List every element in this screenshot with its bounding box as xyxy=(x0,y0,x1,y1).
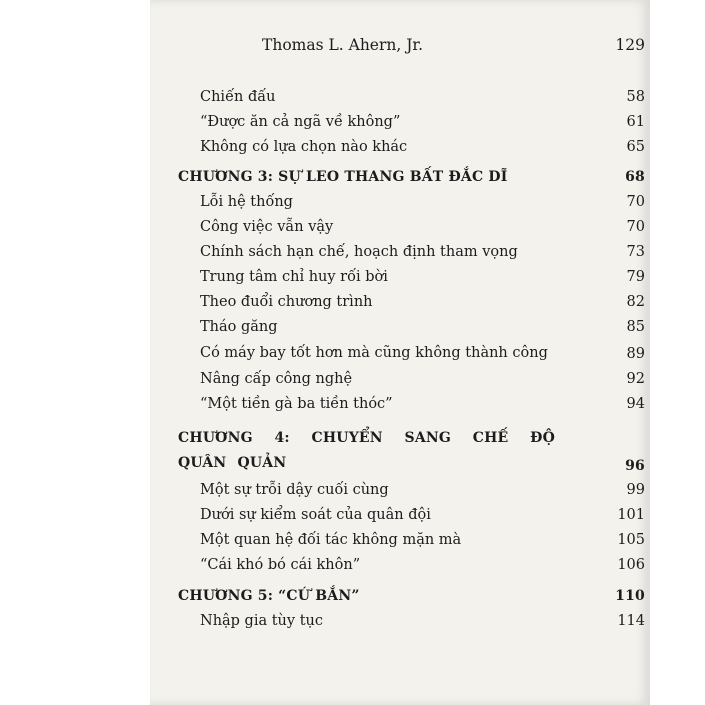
toc-entry xyxy=(200,88,645,107)
toc-entry-title: “Được ăn cả ngã về không” xyxy=(200,114,401,130)
toc-entry-title: CHƯƠNG 5: “CỨ BẮN” xyxy=(178,588,360,604)
toc-entry xyxy=(200,481,645,500)
toc-entry-page: 65 xyxy=(626,139,645,155)
toc-chapter-entry xyxy=(178,426,645,476)
toc-entry xyxy=(200,218,645,237)
toc-entry-title: Một sự trỗi dậy cuối cùng xyxy=(200,482,389,498)
toc-entry-page: 110 xyxy=(615,588,645,604)
toc-chapter-entry xyxy=(178,168,645,187)
toc-entry-page: 68 xyxy=(625,169,645,185)
toc-entry-title: Dưới sự kiểm soát của quân đội xyxy=(200,507,431,523)
toc-entry-page: 85 xyxy=(626,319,645,335)
toc-entry-title: Trung tâm chỉ huy rối bời xyxy=(200,269,388,285)
toc-entry-page: 61 xyxy=(626,114,645,130)
toc-entry-title: CHƯƠNG 3: SỰ LEO THANG BẤT ĐẮC DĨ xyxy=(178,169,508,185)
toc-entry-page: 82 xyxy=(626,294,645,310)
toc-entry xyxy=(200,113,645,132)
toc-entry-page: 94 xyxy=(626,396,645,412)
toc-entry-title: Có máy bay tốt hơn mà cũng không thành công xyxy=(200,345,548,361)
toc-entry xyxy=(200,243,645,262)
toc-entry xyxy=(200,531,645,550)
header-page-number: 129 xyxy=(615,36,645,54)
toc-entry-title: “Một tiền gà ba tiền thóc” xyxy=(200,396,393,412)
toc-entry-page: 105 xyxy=(617,532,645,548)
toc-entry-page: 89 xyxy=(626,346,645,362)
toc-entry-title: Chiến đấu xyxy=(200,89,276,105)
toc-entry-title: Tháo găng xyxy=(200,319,278,335)
toc-entry xyxy=(200,193,645,212)
toc-entry-page: 114 xyxy=(617,613,645,629)
toc-entry-page: 96 xyxy=(625,458,645,474)
toc-entry-title: Lỗi hệ thống xyxy=(200,194,293,210)
toc-entry-title: Nhập gia tùy tục xyxy=(200,613,323,629)
toc-entry-page: 73 xyxy=(626,244,645,260)
toc-entry-page: 70 xyxy=(626,219,645,235)
toc-entry-title: CHƯƠNG 4: CHUYỂN SANG CHẾ ĐỘ QUÂN QUẢN xyxy=(178,430,555,471)
toc-entry xyxy=(200,138,645,157)
toc-entry-page: 79 xyxy=(626,269,645,285)
toc-chapter-entry xyxy=(178,587,645,606)
toc-entry-title: “Cái khó bó cái khôn” xyxy=(200,557,361,573)
toc-entry-page: 101 xyxy=(617,507,645,523)
running-header xyxy=(262,36,645,60)
toc-entry-page: 70 xyxy=(626,194,645,210)
toc-entry-page: 106 xyxy=(617,557,645,573)
toc-entry-page: 99 xyxy=(626,482,645,498)
toc-entry xyxy=(200,293,645,312)
toc-entry xyxy=(200,506,645,525)
toc-entry xyxy=(200,268,645,287)
header-author: Thomas L. Ahern, Jr. xyxy=(262,36,424,54)
toc-entry xyxy=(200,343,645,364)
toc-entry-title: Chính sách hạn chế, hoạch định tham vọng xyxy=(200,244,518,260)
toc-entry-title: Nâng cấp công nghệ xyxy=(200,371,353,387)
toc-entry-page: 58 xyxy=(626,89,645,105)
toc-entry-title: Công việc vẫn vậy xyxy=(200,219,334,235)
table-of-contents xyxy=(178,82,645,631)
toc-entry xyxy=(200,612,645,631)
toc-entry xyxy=(200,556,645,575)
toc-entry-title: Không có lựa chọn nào khác xyxy=(200,139,408,155)
toc-entry xyxy=(200,395,645,414)
toc-entry-title: Một quan hệ đối tác không mặn mà xyxy=(200,532,462,548)
toc-entry xyxy=(200,318,645,337)
toc-entry-title: Theo đuổi chương trình xyxy=(200,294,373,310)
toc-entry xyxy=(200,370,645,389)
toc-entry-page: 92 xyxy=(626,371,645,387)
